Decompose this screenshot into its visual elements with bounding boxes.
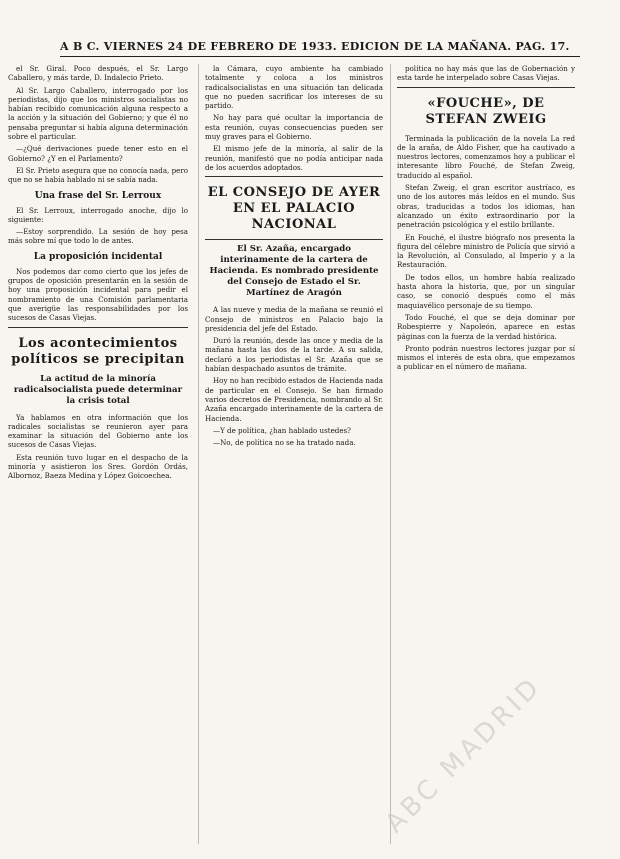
subheading: La proposición incidental	[33, 251, 163, 262]
paragraph: Al Sr. Largo Caballero, interrogado por los periodistas, dijo que los ministros socialistas no habían recibido comunicación alguna respecto a la acción y la situación del Gobierno; y que él no pensaba preguntar si había alguna determinación sobre el particular.	[8, 85, 188, 142]
paragraph: A las nueve y media de la mañana se reunió el Consejo de ministros en Palacio bajo la presidencia del jefe del Estado.	[205, 305, 383, 333]
paragraph: la Cámara, cuyo ambiente ha cambiado totalmente y coloca a los ministros radicalsocialistas en una situación tan delicada que no pueden sacrificar los intereses de su partido.	[205, 64, 383, 111]
subheading: Una frase del Sr. Lerroux	[34, 190, 162, 201]
paragraph: El Sr. Prieto asegura que no conocía nada, pero que no se había hablado ni se sabía nada.	[8, 165, 188, 185]
article-headline: «FOUCHE», DE STEFAN ZWEIG	[425, 95, 547, 127]
paragraph: Esta reunión tuvo lugar en el despacho de la minoría y asistieron los Sres. Gordón Ordás, Albornoz, Baeza Medina y López Goicoechea.	[8, 452, 188, 481]
paragraph: —¿Qué derivaciones puede tener esto en el Gobierno? ¿Y en el Parlamento?	[8, 144, 188, 163]
column-2	[198, 64, 383, 844]
paragraph: Ya hablamos en otra información que los radicales socialistas se reunieron ayer para examinar la situación del Gobierno ante los sucesos de Casas Viejas.	[8, 412, 188, 450]
paragraph: El mismo jefe de la minoría, al salir de la reunión, manifestó que no podía anticipar nada de los acuerdos adoptados.	[205, 144, 383, 172]
paragraph: En Fouché, el ilustre biógrafo nos presenta la figura del célebre ministro de Policía que sirvió a la Revolución, al Consulado, al Imperio y a la Restauración.	[397, 232, 575, 270]
header-rule	[60, 56, 580, 57]
page-header: A B C. VIERNES 24 DE FEBRERO DE 1933. EDICION DE LA MAÑANA. PAG. 17.	[60, 40, 570, 53]
paragraph: El Sr. Lerroux, interrogado anoche, dijo lo siguiente:	[8, 205, 188, 224]
article-deck: La actitud de la minoría radicalsocialista puede determinar la crisis total	[13, 373, 183, 406]
paragraph: Stefan Zweig, el gran escritor austríaco, es uno de los autores más leídos en el mundo. Sus obras, traducidas a todos los idiomas, han alcanzado un éxito extraordinario por la penetración psicológica y el estilo brillante.	[397, 183, 575, 230]
paragraph: No hay para qué ocultar la importancia de esta reunión, cuyas consecuencias pueden ser muy graves para el Gobierno.	[205, 113, 383, 142]
paragraph: —Y de política, ¿han hablado ustedes?	[213, 425, 351, 435]
divider	[397, 87, 575, 88]
paragraph: política no hay más que las de Gobernación y esta tarde he interpelado sobre Casas Viejas.	[397, 64, 575, 83]
paragraph: Pronto podrán nuestros lectores juzgar por sí mismos el interés de esta obra, que empezamos a publicar en el número de mañana.	[397, 343, 575, 372]
divider	[205, 239, 383, 240]
divider	[205, 176, 383, 177]
paragraph: Nos podemos dar como cierto que los jefes de grupos de oposición presentarán en la sesión de hoy una proposición incidental para pedir el nombramiento de una Comisión parlamentaria que averigüe las responsabilidades por los sucesos de Casas Viejas.	[8, 266, 188, 323]
article-headline: EL CONSEJO DE AYER EN EL PALACIO NACIONAL	[207, 185, 381, 233]
paragraph: —Estoy sorprendido. La sesión de hoy pesa más sobre mí que todo lo de antes.	[8, 227, 188, 246]
watermark: ABC MADRID	[379, 671, 548, 839]
column-1	[8, 64, 188, 844]
paragraph: Todo Fouché, el que se deja dominar por Robespierre y Napoleón, aparece en estas páginas con la fuerza de la verdad histórica.	[397, 312, 575, 341]
paragraph: el Sr. Giral. Poco después, el Sr. Largo Caballero, y más tarde, D. Indalecio Prieto.	[8, 64, 188, 83]
article-headline: Los acontecimientos políticos se precipitan	[11, 335, 185, 367]
divider	[8, 327, 188, 328]
paragraph: Terminada la publicación de la novela La red de la araña, de Aldo Fisher, que ha cautivado a nuestros lectores, comenzamos hoy a publicar el interesante libro Fouché, de Stefan Zweig, traducido al español.	[397, 133, 575, 180]
paragraph: De todos ellos, un hombre había realizado hasta ahora la historia, que, por un singular caso, se conoció después como el más maquiavélico personaje de su tiempo.	[397, 272, 575, 310]
article-deck: El Sr. Azaña, encargado interinamente de la cartera de Hacienda. Es nombrado presidente del Consejo de Estado el Sr. Martínez de Aragón	[209, 244, 379, 299]
paragraph: Hoy no han recibido estados de Hacienda nada de particular en el Consejo. Se han firmado varios decretos de Presidencia, nombrando al Sr. Azaña encargado interinamente de la cartera de Hacienda.	[205, 376, 383, 423]
paragraph: —No, de política no se ha tratado nada.	[213, 438, 356, 448]
paragraph: Duró la reunión, desde las once y media de la mañana hasta las dos de la tarde. A su salida, declaró a los periodistas el Sr. Azaña que se habían despachado asuntos de trámite.	[205, 336, 383, 374]
